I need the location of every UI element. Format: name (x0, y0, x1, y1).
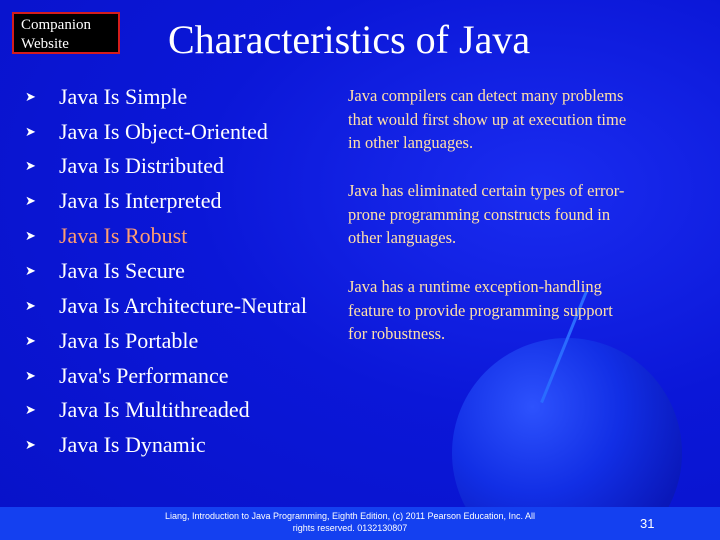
arrowhead-bullet-icon: ➤ (25, 229, 36, 244)
footer-copyright (130, 510, 570, 534)
bullet-text: Java Is Architecture-Neutral (59, 293, 307, 318)
note-line: Java compilers can detect many problems (348, 86, 624, 105)
note-line: other languages. (348, 228, 457, 247)
bullet-text: Java Is Distributed (59, 153, 224, 178)
bullet-text: Java Is Multithreaded (59, 397, 250, 422)
note-error-prone-constructs (348, 179, 624, 250)
note-line: in other languages. (348, 133, 474, 152)
arrowhead-bullet-icon: ➤ (25, 90, 36, 105)
note-compiler-detection (348, 84, 626, 155)
arrowhead-bullet-icon: ➤ (25, 159, 36, 174)
bullet-text: Java Is Secure (59, 258, 185, 283)
note-line: feature to provide programming support (348, 300, 613, 320)
companion-label-line1: Companion (21, 17, 91, 33)
note-line: prone programming constructs found in (348, 204, 611, 224)
arrowhead-bullet-icon: ➤ (25, 125, 36, 140)
arrowhead-bullet-icon: ➤ (25, 438, 36, 453)
page-number: 31 (640, 516, 655, 531)
note-exception-handling (348, 275, 613, 346)
arrowhead-bullet-icon: ➤ (25, 403, 36, 418)
bullet-text: Java's Performance (59, 363, 229, 388)
bullet-text-highlighted: Java Is Robust (59, 223, 188, 248)
note-line: Java has a runtime exception-handling (348, 277, 602, 296)
note-line: Java has eliminated certain types of error- (348, 181, 625, 200)
companion-website-link[interactable] (12, 12, 120, 54)
note-line: for robustness. (348, 324, 446, 343)
note-line: that would first show up at execution time (348, 109, 627, 129)
footer-line: rights reserved. 0132130807 (292, 523, 408, 533)
bullet-text: Java Is Object-Oriented (59, 119, 268, 144)
bullet-text: Java Is Dynamic (59, 432, 206, 457)
companion-label-line2: Website (21, 36, 69, 52)
arrowhead-bullet-icon: ➤ (25, 299, 36, 314)
bullet-text: Java Is Interpreted (59, 188, 222, 213)
arrowhead-bullet-icon: ➤ (25, 194, 36, 209)
arrowhead-bullet-icon: ➤ (25, 334, 36, 349)
arrowhead-bullet-icon: ➤ (25, 369, 36, 384)
arrowhead-bullet-icon: ➤ (25, 264, 36, 279)
slide-title: Characteristics of Java (168, 17, 531, 62)
bullet-text: Java Is Simple (59, 84, 188, 109)
bullet-text: Java Is Portable (59, 328, 199, 353)
footer-line: Liang, Introduction to Java Programming, Eighth Edition, (c) 2011 Pearson Education, Inc. All (164, 511, 536, 521)
